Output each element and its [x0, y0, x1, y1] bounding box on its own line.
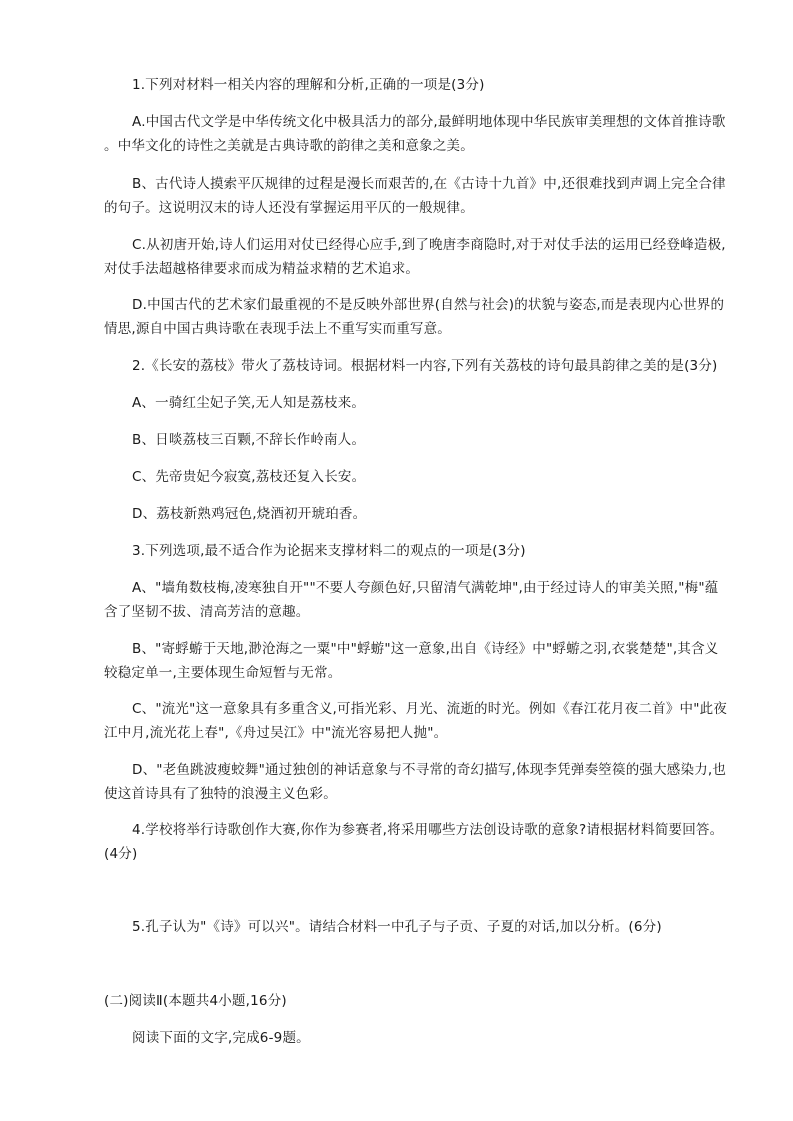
q1-option-a-line1: A.中国古代文学是中华传统文化中极具活力的部分,最鲜明地体现中华民族审美理想的文体首推诗歌 [132, 114, 726, 130]
q5-stem: 5.孔子认为"《诗》可以兴"。请结合材料一中孔子与子贡、子夏的对话,加以分析。(6分) [132, 919, 662, 935]
q3-stem: 3.下列选项,最不适合作为论据来支撑材料二的观点的一项是(3分) [132, 543, 526, 559]
q3-option-c-line2: 江中月,流光花上春",《舟过吴江》中"流光容易把人抛"。 [104, 725, 448, 741]
q1-option-c-line2: 对仗手法超越格律要求而成为精益求精的艺术追求。 [104, 261, 420, 277]
q3-option-d-line1: D、"老鱼跳波瘦蛟舞"通过独创的神话意象与不寻常的奇幻描写,体现李凭弹奏箜篌的强大感染力,也 [132, 762, 727, 778]
q1-option-d-line1: D.中国古代的艺术家们最重视的不是反映外部世界(自然与社会)的状貌与姿态,而是表现内心世界的 [132, 297, 725, 313]
q4-stem-line2: (4分) [104, 846, 138, 862]
q2-stem: 2.《长安的荔枝》带火了荔枝诗词。根据材料一内容,下列有关荔枝的诗句最具韵律之美的是(3分) [132, 358, 718, 374]
q1-option-c-line1: C.从初唐开始,诗人们运用对仗已经得心应手,到了晚唐李商隐时,对于对仗手法的运用已经登峰造极, [132, 237, 726, 253]
q2-option-c: C、先帝贵妃今寂寞,荔枝还复入长安。 [132, 469, 366, 485]
section2-heading: (二)阅读Ⅱ(本题共4小题,16分) [104, 993, 287, 1009]
q1-stem: 1.下列对材料一相关内容的理解和分析,正确的一项是(3分) [132, 77, 485, 93]
q1-option-b-line2: 的句子。这说明汉末的诗人还没有掌握运用平仄的一般规律。 [104, 200, 474, 216]
q3-option-d-line2: 使这首诗具有了独特的浪漫主义色彩。 [104, 786, 337, 802]
q2-option-b: B、日啖荔枝三百颗,不辞长作岭南人。 [132, 432, 366, 448]
q3-option-a-line2: 含了坚韧不拔、清高芳洁的意趣。 [104, 604, 310, 620]
q3-option-a-line1: A、"墙角数枝梅,凌寒独自开""不要人夸颜色好,只留清气满乾坤",由于经过诗人的审美关照,"梅"蕴 [132, 580, 719, 596]
q1-option-a-line2: 。中华文化的诗性之美就是古典诗歌的韵律之美和意象之美。 [104, 138, 474, 154]
q2-option-d: D、荔枝新熟鸡冠色,烧酒初开琥珀香。 [132, 506, 367, 522]
q3-option-b-line2: 较稳定单一,主要体现生命短暂与无常。 [104, 665, 342, 681]
q2-option-a: A、一骑红尘妃子笑,无人知是荔枝来。 [132, 395, 366, 411]
q4-stem-line1: 4.学校将举行诗歌创作大赛,你作为参赛者,将采用哪些方法创设诗歌的意象?请根据材料简要回答。 [132, 822, 724, 838]
section2-instruction: 阅读下面的文字,完成6-9题。 [132, 1030, 310, 1046]
q3-option-b-line1: B、"寄蜉蝣于天地,渺沧海之一粟"中"蜉蝣"这一意象,出自《诗经》中"蜉蝣之羽,衣裳楚楚",其含义 [132, 641, 719, 657]
q1-option-b-line1: B、古代诗人摸索平仄规律的过程是漫长而艰苦的,在《古诗十九首》中,还很难找到声调上完全合律 [132, 176, 726, 192]
q3-option-c-line1: C、"流光"这一意象具有多重含义,可指光彩、月光、流逝的时光。例如《春江花月夜二首》中"此夜 [132, 701, 728, 717]
q1-option-d-line2: 情思,源自中国古典诗歌在表现手法上不重写实而重写意。 [104, 321, 451, 337]
